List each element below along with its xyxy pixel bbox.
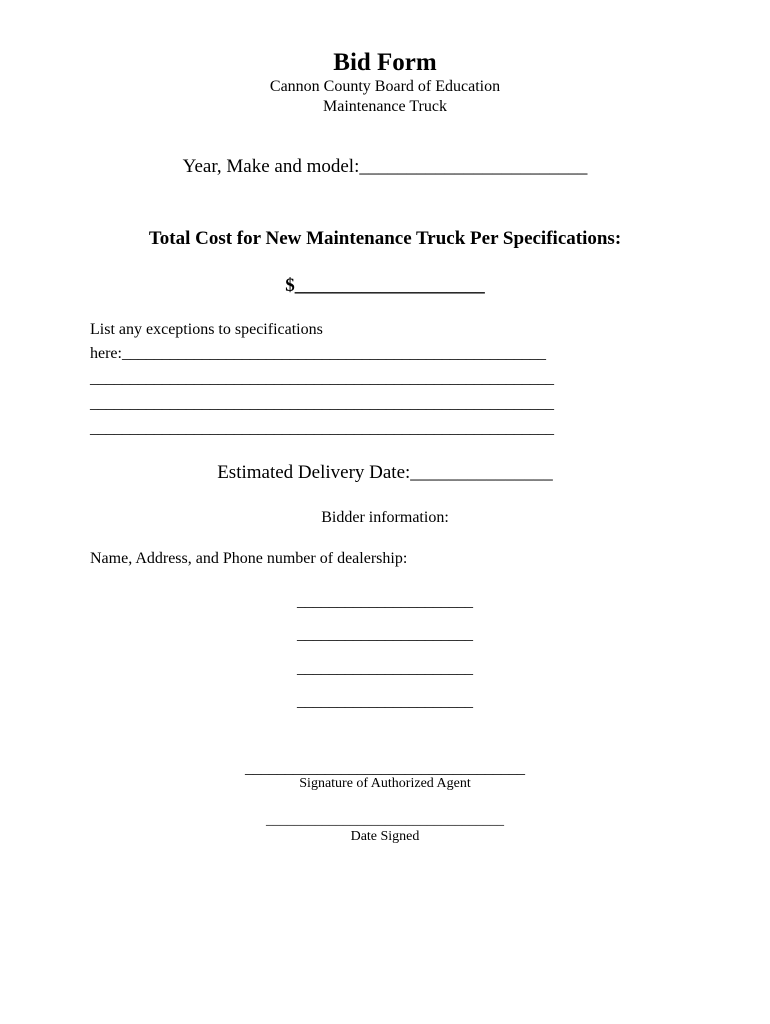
total-cost-field[interactable]: $____________________ (285, 275, 485, 296)
dealership-field-line-1[interactable]: ______________________ (297, 593, 473, 610)
signature-field[interactable]: ___________________________________ (245, 760, 525, 777)
exceptions-field-line-1[interactable]: here:_____________________________________________________ (90, 345, 546, 362)
signature-label: Signature of Authorized Agent (299, 776, 471, 791)
year-make-model-field[interactable]: Year, Make and model:________________________ (182, 156, 588, 177)
dealership-field-line-4[interactable]: ______________________ (297, 693, 473, 710)
exceptions-field-line-4[interactable]: __________________________________________________________ (90, 420, 554, 437)
exceptions-field-line-2[interactable]: __________________________________________________________ (90, 370, 554, 387)
form-title: Bid Form (333, 49, 437, 76)
exceptions-label: List any exceptions to specifications (90, 321, 323, 338)
dealership-field-line-2[interactable]: ______________________ (297, 626, 473, 643)
exceptions-field-line-3[interactable]: __________________________________________________________ (90, 395, 554, 412)
form-subject: Maintenance Truck (323, 98, 447, 115)
date-signed-label: Date Signed (350, 829, 420, 844)
total-cost-heading: Total Cost for New Maintenance Truck Per Specifications: (148, 228, 622, 249)
date-signed-field[interactable]: __________________________________ (266, 813, 504, 828)
organization-name: Cannon County Board of Education (269, 78, 501, 95)
dealership-field-line-3[interactable]: ______________________ (297, 660, 473, 677)
estimated-delivery-date-field[interactable]: Estimated Delivery Date:_______________ (217, 462, 553, 483)
bidder-information-heading: Bidder information: (321, 509, 449, 526)
dealership-label: Name, Address, and Phone number of dealership: (90, 550, 408, 567)
